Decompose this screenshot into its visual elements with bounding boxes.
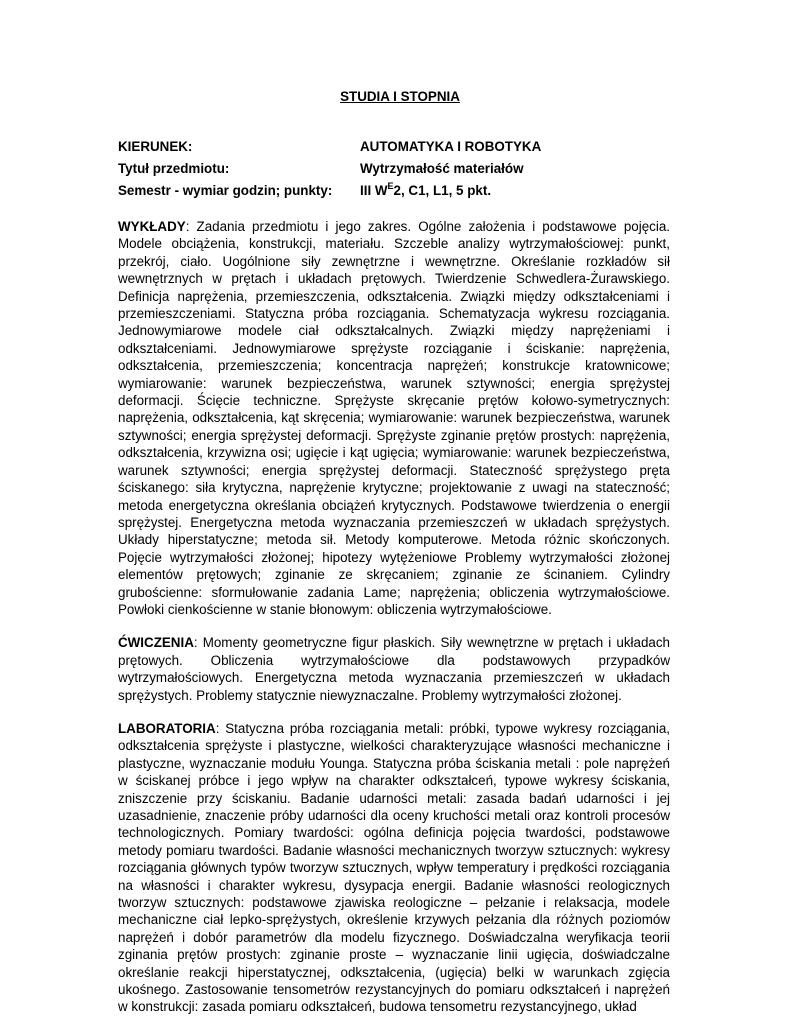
laboratoria-heading: LABORATORIA bbox=[118, 720, 216, 736]
kierunek-label: KIERUNEK: bbox=[118, 139, 193, 154]
course-meta bbox=[118, 136, 670, 202]
semestr-value-sup: E bbox=[387, 181, 394, 191]
cwiczenia-text: : Momenty geometryczne figur płaskich. Siły wewnętrzne w prętach i układach prętowych. Obliczenia wytrzymałościowe dla podstawowych przypadków wytrzymałościowych. Energetyczna metoda wyznaczania przemieszczeń w układach sprężystych. Problemy statycznie niewyznaczalne. Problemy wytrzymałości złożonej. bbox=[118, 635, 670, 703]
semestr-label: Semestr - wymiar godzin; punkty: bbox=[118, 183, 333, 198]
meta-row-kierunek bbox=[118, 136, 670, 158]
tytul-label: Tytuł przedmiotu: bbox=[118, 161, 230, 176]
kierunek-value: AUTOMATYKA I ROBOTYKA bbox=[360, 139, 542, 154]
document-title: STUDIA I STOPNIA bbox=[340, 89, 460, 104]
semestr-value-post: 2, C1, L1, 5 pkt. bbox=[393, 183, 492, 198]
semestr-value-pre: III W bbox=[360, 183, 388, 198]
meta-row-tytul bbox=[118, 158, 670, 180]
section-wyklady bbox=[118, 218, 670, 618]
wyklady-text: : Zadania przedmiotu i jego zakres. Ogólne założenia i podstawowe pojęcia. Modele obciążenia, konstrukcji, materiału. Szczeble analizy wytrzymałościowej: punkt, przekrój, ciało. Uogólnione siły zewnętrzne i wewnętrzne. Określanie rozkładów sił wewnętrznych w prętach i układach prętowych. Twierdzenie Schwedlera-Żurawskiego. Definicja naprężenia, przemieszczenia, odkształcenia. Związki między odkształceniami i przemieszczeniami. Statyczna próba rozciągania. Schematyzacja wykresu rozciągania. Jednowymiarowe modele ciał odkształcalnych. Związki między naprężeniami i odkształceniami. Jednowymiarowe sprężyste rozciąganie i ściskanie: naprężenia, odkształcenia, przemieszczenia; koncentracja naprężeń; konstrukcje kratownicowe; wymiarowanie: warunek bezpieczeństwa, warunek sztywności; energia sprężystej deformacji. Ścięcie techniczne. Sprężyste skręcanie prętów kołowo-symetrycznych: naprężenia, odkształcenia, kąt skręcenia; wymiarowanie: warunek bezpieczeństwa, warunek sztywności; energia sprężystej deformacji. Sprężyste zginanie prętów prostych: naprężenia, odkształcenia, krzywizna osi; ugięcie i kąt ugięcia; wymiarowanie: warunek bezpieczeństwa, warunek sztywności; energia sprężystej deformacji. Stateczność sprężystego pręta ściskanego: siła krytyczna, naprężenie krytyczne; projektowanie z uwagi na stateczność; metoda energetyczna określania obciążeń krytycznych. Podstawowe twierdzenia o energii sprężystej. Energetyczna metoda wyznaczania przemieszczeń w układach sprężystych. Układy hiperstatyczne; metoda sił. Metody komputerowe. Metoda różnic skończonych. Pojęcie wytrzymałości złożonej; hipotezy wytężeniowe Problemy wytrzymałości złożonej elementów prętowych; zginanie ze skręcaniem; zginanie ze ścinaniem. Cylindry grubościenne: sformułowanie zadania Lame; naprężenia; obliczenia wytrzymałościowe. Powłoki cienkościenne w stanie błonowym: obliczenia wytrzymałościowe. bbox=[118, 219, 670, 617]
wyklady-heading: WYKŁADY bbox=[118, 219, 186, 234]
semestr-value bbox=[360, 180, 670, 202]
meta-row-semestr bbox=[118, 180, 670, 202]
cwiczenia-heading: ĆWICZENIA bbox=[118, 635, 194, 651]
tytul-value: Wytrzymałość materiałów bbox=[360, 161, 524, 176]
section-laboratoria bbox=[118, 720, 670, 1016]
laboratoria-text: : Statyczna próba rozciągania metali: próbki, typowe wykresy rozciągania, odkształcenia sprężyste i plastyczne, wielkości charakteryzujące własności mechaniczne i plastyczne, wyznaczanie modułu Younga. Statyczna próba ściskania metali : pole naprężeń w ściskanej próbce i jego wpływ na charakter odkształceń, typowe wykresy ściskania, zniszczenie przy ściskaniu. Badanie udarności metali: zasada badań udarności i jej uzasadnienie, znaczenie próby udarności dla oceny kruchości metali oraz kontroli procesów technologicznych. Pomiary twardości: ogólna definicja pojęcia twardości, podstawowe metody pomiaru twardości. Badanie własności mechanicznych tworzyw sztucznych: wykresy rozciągania głównych typów tworzyw sztucznych, wpływ temperatury i prędkości rozciągania na własności i charakter wykresu, dysypacja energii. Badanie własności reologicznych tworzyw sztucznych: podstawowe zjawiska reologiczne – pełzanie i relaksacja, modele mechaniczne ciał lepko-sprężystych, określenie krzywych pełzania dla różnych poziomów naprężeń i dobór parametrów dla modelu fizycznego. Doświadczalna weryfikacja teorii zginania prętów prostych: zginanie proste – wyznaczanie linii ugięcia, doświadczalne określanie reakcji hiperstatycznej, odkształcenia, (ugięcia) belki w warunkach zgięcia ukośnego. Zastosowanie tensometrów rezystancyjnych do pomiaru odkształceń i naprężeń w konstrukcji: zasada pomiaru odkształceń, budowa tensometru rezystancyjnego, układ bbox=[118, 720, 670, 1015]
document-page bbox=[118, 88, 670, 1029]
section-cwiczenia bbox=[118, 634, 670, 704]
